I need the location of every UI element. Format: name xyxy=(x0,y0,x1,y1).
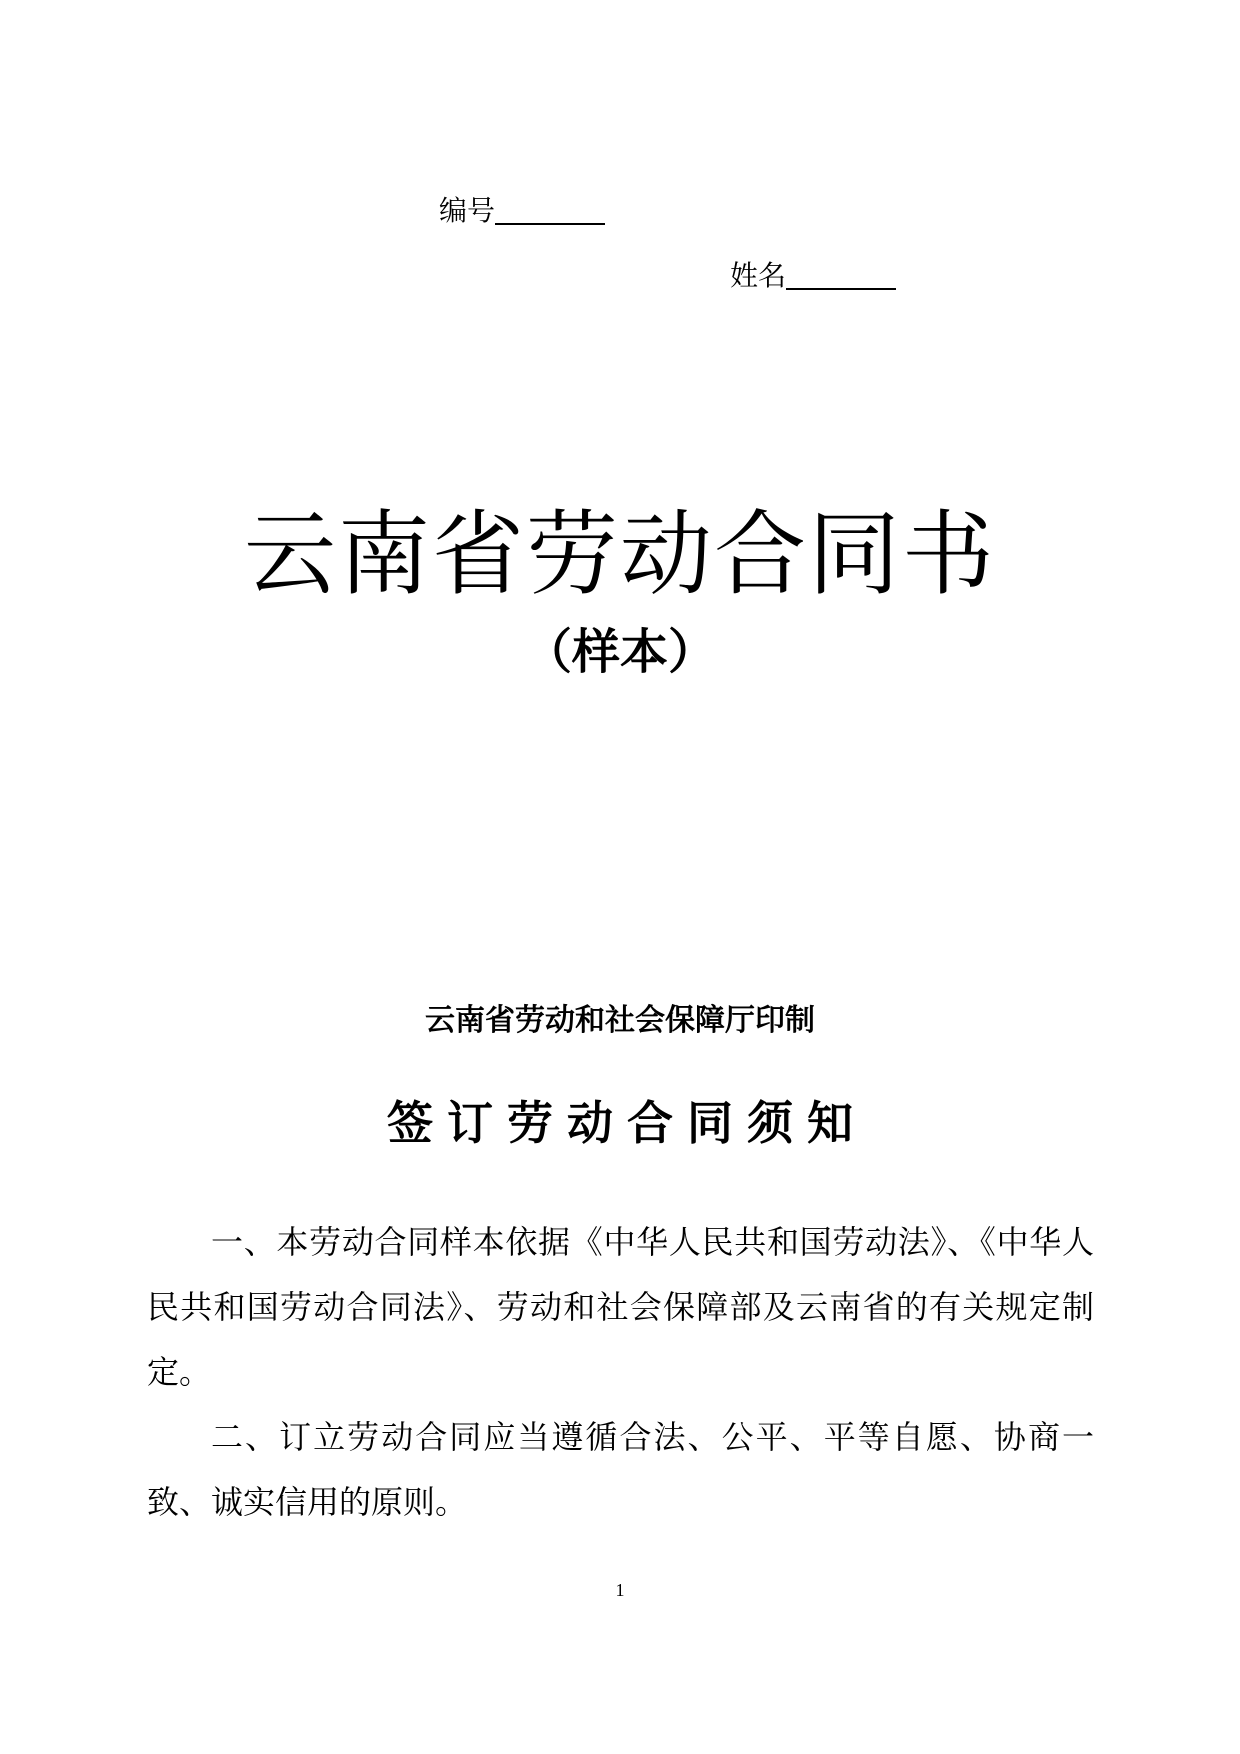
notice-paragraph-2: 二、订立劳动合同应当遵循合法、公平、平等自愿、协商一致、诚实信用的原则。 xyxy=(147,1418,1094,1521)
notice-body xyxy=(147,1210,1094,1535)
name-blank[interactable] xyxy=(786,258,896,290)
name-field xyxy=(730,258,896,294)
publisher-line: 云南省劳动和社会保障厅印制 xyxy=(425,1003,815,1038)
serial-number-blank[interactable] xyxy=(495,193,605,225)
notice-title: 签订劳动合同须知 xyxy=(387,1096,867,1150)
page-number: 1 xyxy=(615,1580,625,1600)
serial-number-label: 编号 xyxy=(439,194,496,227)
notice-paragraph-1: 一、本劳动合同样本依据《中华人民共和国劳动法》、《中华人民共和国劳动合同法》、劳动和社会保障部及云南省的有关规定制定。 xyxy=(147,1223,1094,1391)
serial-number-field xyxy=(439,193,605,229)
sample-subtitle: （样本） xyxy=(523,624,716,680)
document-title: 云南省劳动合同书 xyxy=(243,501,996,608)
name-label: 姓名 xyxy=(730,259,787,292)
